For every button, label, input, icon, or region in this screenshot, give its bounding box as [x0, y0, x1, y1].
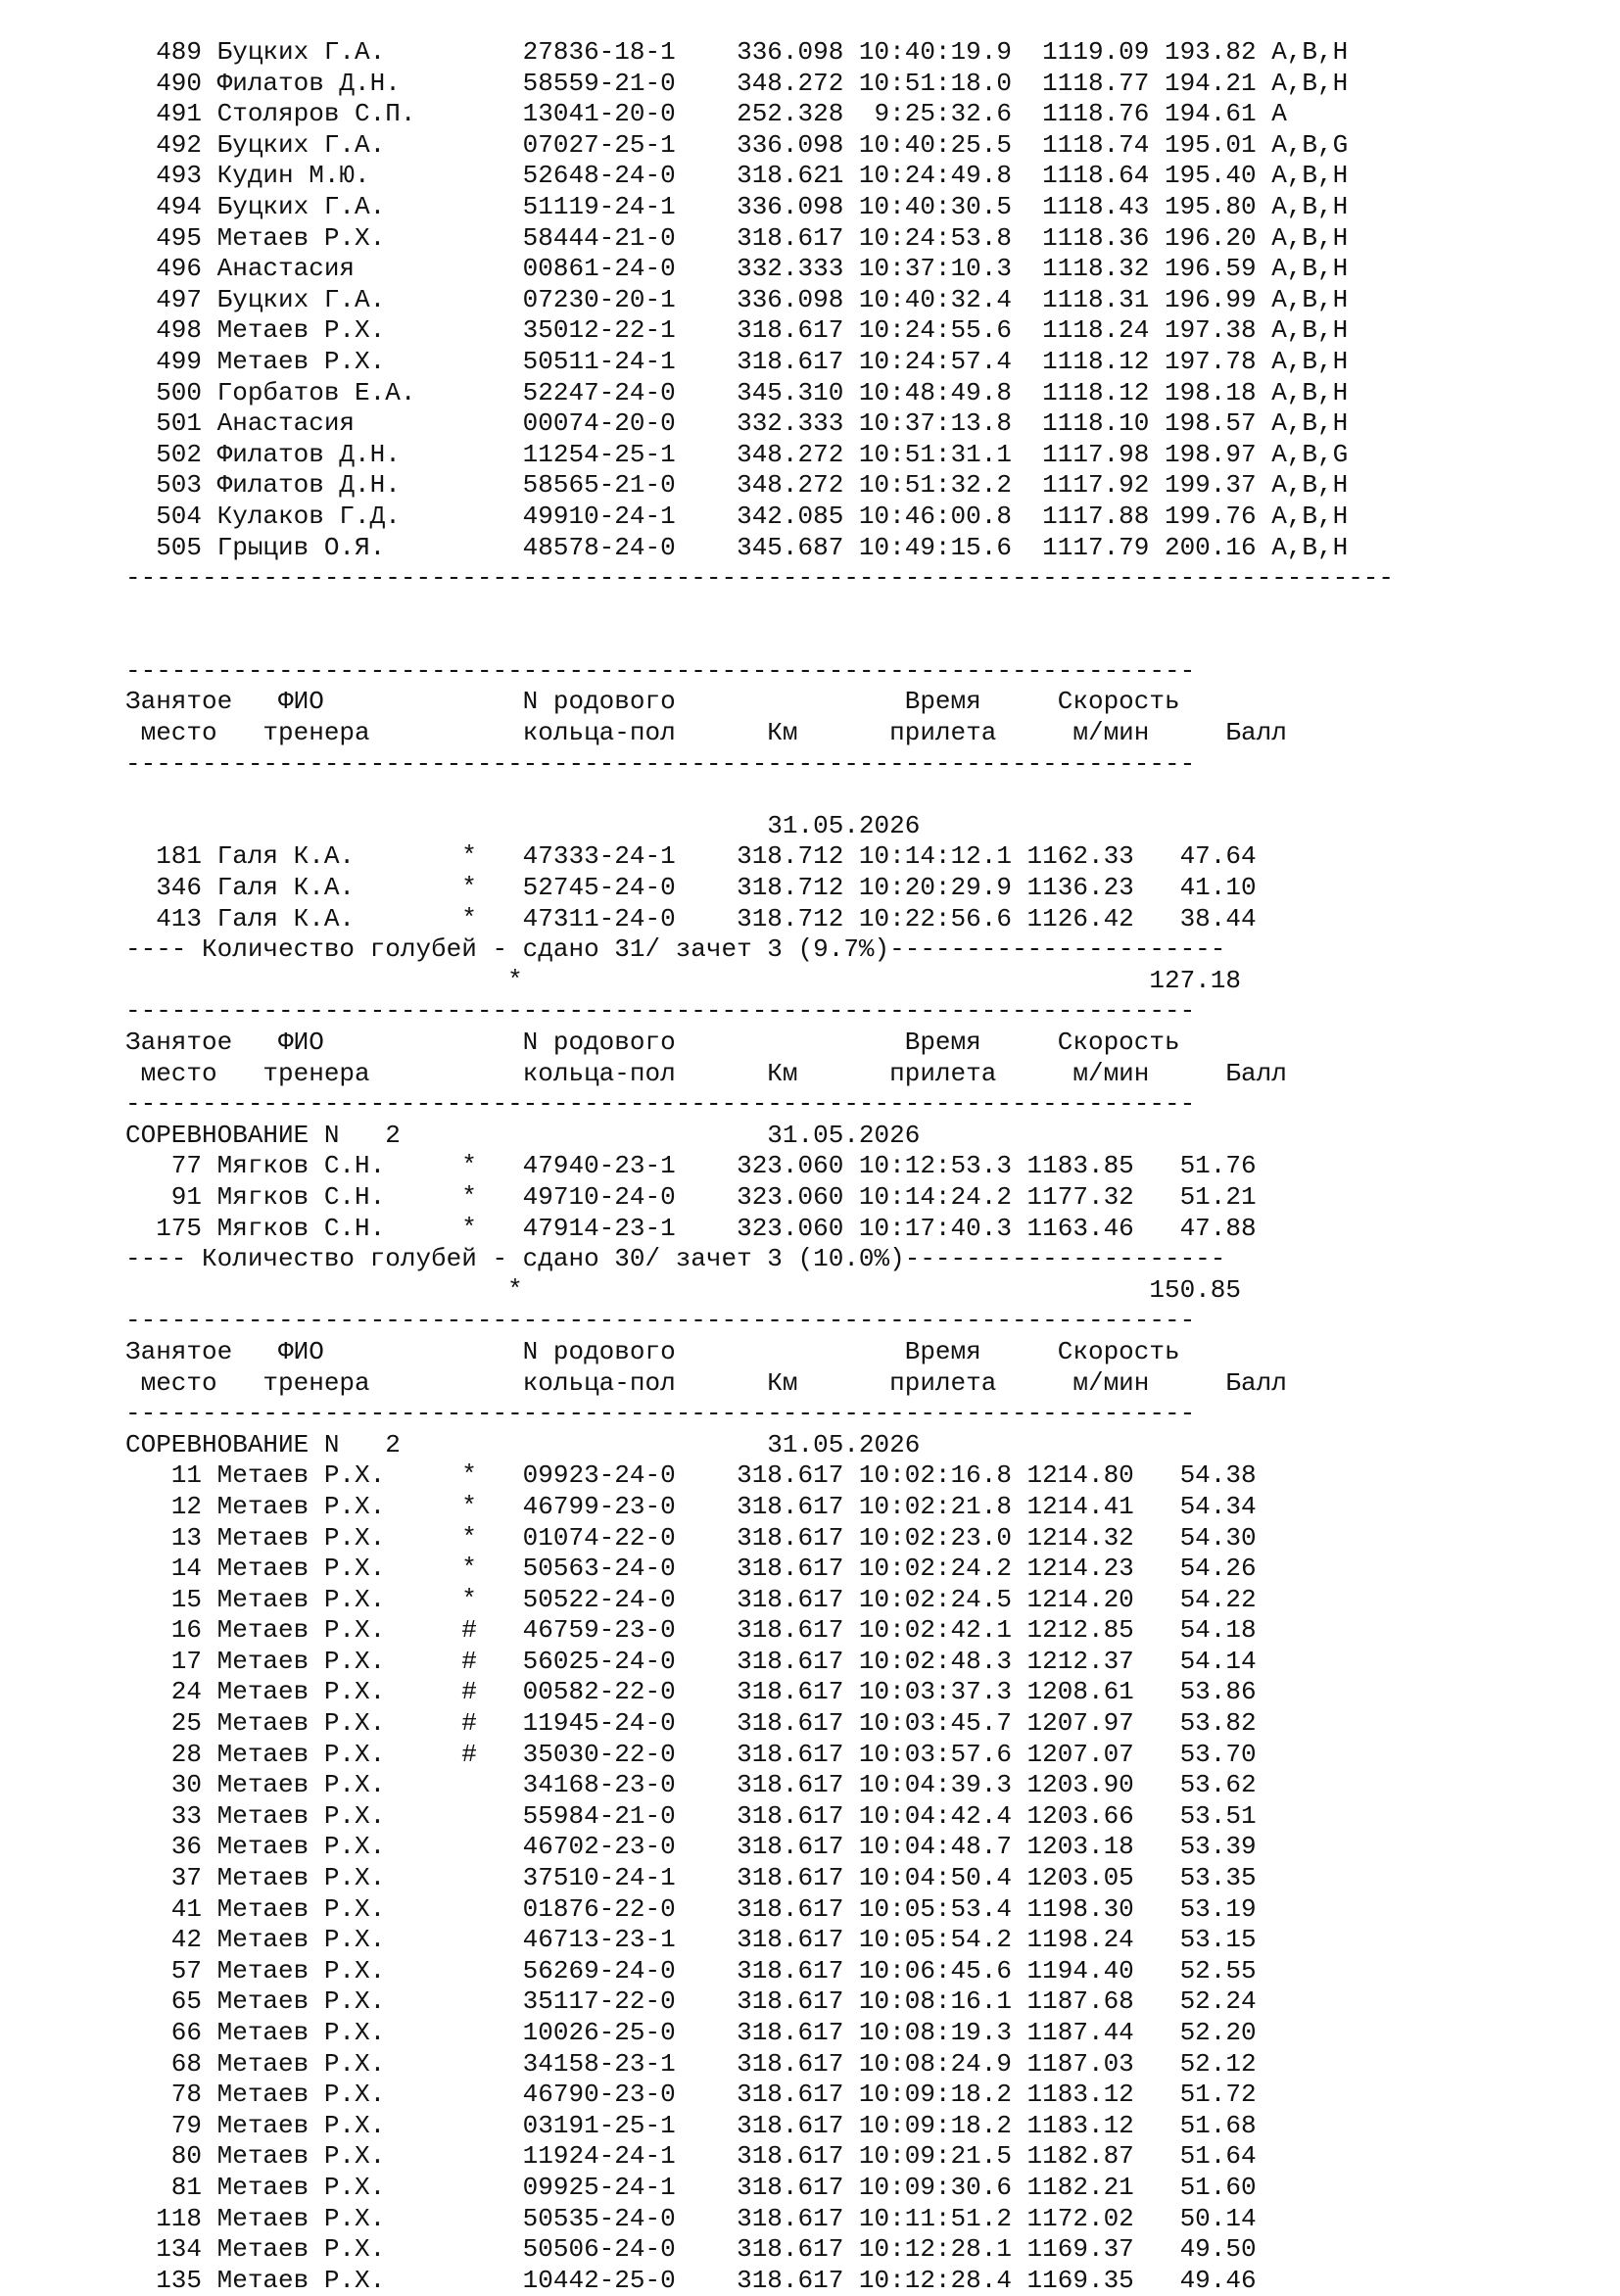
text-line: СОРЕВНОВАНИЕ N 2 31.05.2026 [125, 1429, 921, 1459]
text-line: 91 Мягков С.Н. * 49710-24-0 323.060 10:14:24.2 1177.32 51.21 [125, 1181, 1257, 1212]
text-line: место тренера кольца-пол Км прилета м/мин Балл [125, 718, 1287, 748]
text-line: ---------------------------------------------------------------------- [125, 1089, 1196, 1120]
text-line: 78 Метаев Р.Х. 46790-23-0 318.617 10:09:18.2 1183.12 51.72 [125, 2080, 1257, 2110]
text-line: Занятое ФИО N родового Время Скорость [125, 1028, 1180, 1057]
text-line: 25 Метаев Р.Х. # 11945-24-0 318.617 10:03:45.7 1207.97 53.82 [125, 1708, 1257, 1739]
text-line: 346 Галя К.А. * 52745-24-0 318.712 10:20:29.9 1136.23 41.10 [125, 873, 1257, 903]
text-line: 494 Буцких Г.А. 51119-24-1 336.098 10:40:30.5 1118.43 195.80 A,B,H [125, 191, 1349, 221]
text-line: 66 Метаев Р.Х. 10026-25-0 318.617 10:08:19.3 1187.44 52.20 [125, 2018, 1257, 2047]
text-line [125, 595, 1394, 626]
text-line: ---- Количество голубей - сдано 31/ зачет 3 (9.7%)---------------------- [125, 934, 1226, 965]
text-line [125, 625, 1394, 656]
text-line: 134 Метаев Р.Х. 50506-24-0 318.617 10:12:28.1 1169.37 49.50 [125, 2234, 1257, 2265]
text-line: 505 Грыцив О.Я. 48578-24-0 345.687 10:49:15.6 1117.79 200.16 A,B,H [125, 532, 1349, 562]
text-line: 492 Буцких Г.А. 07027-25-1 336.098 10:40:25.5 1118.74 195.01 A,B,G [125, 129, 1349, 160]
text-line: ---------------------------------------------------------------------- [125, 1306, 1196, 1336]
text-line: 36 Метаев Р.Х. 46702-23-0 318.617 10:04:48.7 1203.18 53.39 [125, 1832, 1257, 1862]
results-document [125, 37, 1394, 2296]
text-line: 495 Метаев Р.Х. 58444-21-0 318.617 10:24:53.8 1118.36 196.20 A,B,H [125, 222, 1349, 253]
text-line: 497 Буцких Г.А. 07230-20-1 336.098 10:40:32.4 1118.31 196.99 A,B,H [125, 284, 1349, 314]
text-line: 499 Метаев Р.Х. 50511-24-1 318.617 10:24:57.4 1118.12 197.78 A,B,H [125, 346, 1349, 376]
text-line: 12 Метаев Р.Х. * 46799-23-0 318.617 10:02:21.8 1214.41 54.34 [125, 1491, 1257, 1521]
text-line: 181 Галя К.А. * 47333-24-1 318.712 10:14:12.1 1162.33 47.64 [125, 841, 1257, 872]
text-line: 81 Метаев Р.Х. 09925-24-1 318.617 10:09:30.6 1182.21 51.60 [125, 2172, 1257, 2202]
text-line: 502 Филатов Д.Н. 11254-25-1 348.272 10:51:31.1 1117.98 198.97 A,B,G [125, 439, 1349, 469]
text-line: место тренера кольца-пол Км прилета м/мин Балл [125, 1367, 1287, 1398]
text-line: ---------------------------------------------------------------------- [125, 748, 1196, 779]
text-line: 491 Столяров С.П. 13041-20-0 252.328 9:25:32.6 1118.76 194.61 A [125, 99, 1287, 129]
text-line: 15 Метаев Р.Х. * 50522-24-0 318.617 10:02:24.5 1214.20 54.22 [125, 1584, 1257, 1614]
text-line [125, 780, 1394, 811]
text-line: 496 Анастасия 00861-24-0 332.333 10:37:10.3 1118.32 196.59 A,B,H [125, 254, 1349, 284]
text-line: 37 Метаев Р.Х. 37510-24-1 318.617 10:04:50.4 1203.05 53.35 [125, 1863, 1257, 1893]
text-line: 490 Филатов Д.Н. 58559-21-0 348.272 10:51:18.0 1118.77 194.21 A,B,H [125, 68, 1349, 98]
text-line: 42 Метаев Р.Х. 46713-23-1 318.617 10:05:54.2 1198.24 53.15 [125, 1925, 1257, 1955]
text-line: 57 Метаев Р.Х. 56269-24-0 318.617 10:06:45.6 1194.40 52.55 [125, 1955, 1257, 1985]
text-line: 33 Метаев Р.Х. 55984-21-0 318.617 10:04:42.4 1203.66 53.51 [125, 1800, 1257, 1831]
text-line: ---- Количество голубей - сдано 30/ зачет 3 (10.0%)--------------------- [125, 1244, 1226, 1274]
text-line: 30 Метаев Р.Х. 34168-23-0 318.617 10:04:39.3 1203.90 53.62 [125, 1770, 1257, 1800]
text-line: 16 Метаев Р.Х. # 46759-23-0 318.617 10:02:42.1 1212.85 54.18 [125, 1615, 1257, 1646]
text-line: ---------------------------------------------------------------------- [125, 1399, 1196, 1429]
text-line: 14 Метаев Р.Х. * 50563-24-0 318.617 10:02:24.2 1214.23 54.26 [125, 1554, 1257, 1584]
text-line: * 150.85 [125, 1274, 1241, 1305]
text-line: 11 Метаев Р.Х. * 09923-24-0 318.617 10:02:16.8 1214.80 54.38 [125, 1460, 1257, 1491]
text-line: 79 Метаев Р.Х. 03191-25-1 318.617 10:09:18.2 1183.12 51.68 [125, 2110, 1257, 2140]
text-line: 13 Метаев Р.Х. * 01074-22-0 318.617 10:02:23.0 1214.32 54.30 [125, 1522, 1257, 1553]
text-line: Занятое ФИО N родового Время Скорость [125, 687, 1180, 717]
text-line: место тренера кольца-пол Км прилета м/мин Балл [125, 1058, 1287, 1088]
text-line: 80 Метаев Р.Х. 11924-24-1 318.617 10:09:21.5 1182.87 51.64 [125, 2141, 1257, 2172]
text-line: 68 Метаев Р.Х. 34158-23-1 318.617 10:08:24.9 1187.03 52.12 [125, 2048, 1257, 2079]
text-line: 28 Метаев Р.Х. # 35030-22-0 318.617 10:03:57.6 1207.07 53.70 [125, 1739, 1257, 1769]
text-line: 500 Горбатов Е.А. 52247-24-0 345.310 10:48:49.8 1118.12 198.18 A,B,H [125, 377, 1349, 407]
text-line: 175 Мягков С.Н. * 47914-23-1 323.060 10:17:40.3 1163.46 47.88 [125, 1213, 1257, 1243]
text-line: 498 Метаев Р.Х. 35012-22-1 318.617 10:24:55.6 1118.24 197.38 A,B,H [125, 315, 1349, 346]
text-line: ----------------------------------------------------------------------------------- [125, 563, 1395, 594]
text-line: 17 Метаев Р.Х. # 56025-24-0 318.617 10:02:48.3 1212.37 54.14 [125, 1646, 1257, 1676]
text-line: 135 Метаев Р.Х. 10442-25-0 318.617 10:12:28.4 1169.35 49.46 [125, 2265, 1257, 2295]
text-line: 24 Метаев Р.Х. # 00582-22-0 318.617 10:03:37.3 1208.61 53.86 [125, 1677, 1257, 1707]
text-line: 504 Кулаков Г.Д. 49910-24-1 342.085 10:46:00.8 1117.88 199.76 A,B,H [125, 501, 1349, 531]
text-line: ---------------------------------------------------------------------- [125, 655, 1196, 686]
text-line: 77 Мягков С.Н. * 47940-23-1 323.060 10:12:53.3 1183.85 51.76 [125, 1151, 1257, 1181]
text-line: 503 Филатов Д.Н. 58565-21-0 348.272 10:51:32.2 1117.92 199.37 A,B,H [125, 470, 1349, 501]
text-line: 493 Кудин М.Ю. 52648-24-0 318.621 10:24:49.8 1118.64 195.40 A,B,H [125, 161, 1349, 191]
text-line: 489 Буцких Г.А. 27836-18-1 336.098 10:40:19.9 1119.09 193.82 A,B,H [125, 37, 1349, 67]
text-line: * 127.18 [125, 965, 1241, 995]
text-line: 413 Галя К.А. * 47311-24-0 318.712 10:22:56.6 1126.42 38.44 [125, 903, 1257, 933]
text-line: 65 Метаев Р.Х. 35117-22-0 318.617 10:08:16.1 1187.68 52.24 [125, 1986, 1257, 2017]
text-line: Занятое ФИО N родового Время Скорость [125, 1336, 1180, 1366]
text-line: 31.05.2026 [125, 810, 921, 840]
text-line: 118 Метаев Р.Х. 50535-24-0 318.617 10:11:51.2 1172.02 50.14 [125, 2203, 1257, 2233]
text-line: СОРЕВНОВАНИЕ N 2 31.05.2026 [125, 1120, 921, 1150]
text-line: ---------------------------------------------------------------------- [125, 996, 1196, 1027]
text-line: 41 Метаев Р.Х. 01876-22-0 318.617 10:05:53.4 1198.30 53.19 [125, 1893, 1257, 1924]
text-line: 501 Анастасия 00074-20-0 332.333 10:37:13.8 1118.10 198.57 A,B,H [125, 408, 1349, 439]
